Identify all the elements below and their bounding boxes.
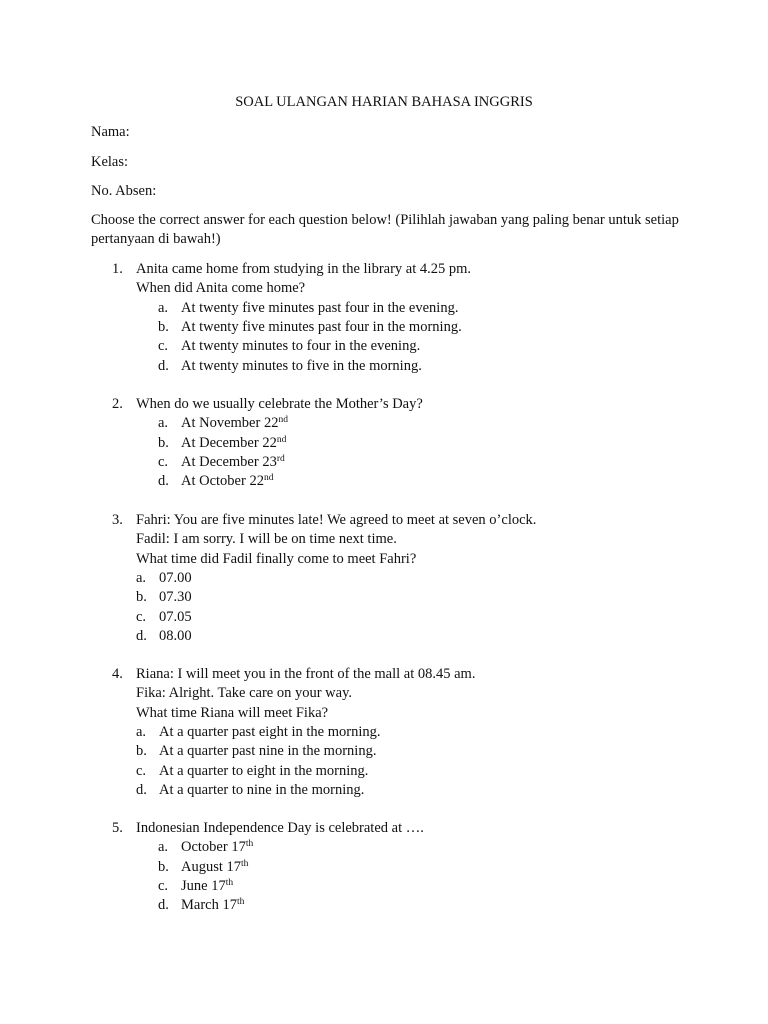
option-text: At a quarter to eight in the morning. [159, 762, 369, 779]
ordinal-suffix: th [241, 858, 249, 869]
option-letter: b. [158, 434, 169, 451]
question-number: 5. [112, 820, 123, 836]
question-text: When did Anita come home? [136, 280, 306, 297]
option-text: At a quarter past nine in the morning. [159, 743, 377, 760]
option-letter: b. [136, 743, 147, 760]
question-number: 2. [112, 396, 123, 412]
option-text: 07.30 [159, 589, 192, 606]
question-text: What time Riana will meet Fika? [136, 704, 329, 721]
option-text: At twenty minutes to four in the evening. [181, 338, 421, 355]
field-kelas: Kelas: [91, 154, 129, 170]
ordinal-suffix: th [236, 897, 245, 908]
question-number: 1. [112, 261, 123, 277]
option-letter: d. [136, 627, 147, 644]
option-text: At October 22nd [181, 473, 274, 490]
option-text: October 17th [181, 839, 254, 856]
option-letter: d. [158, 357, 169, 374]
question-text: Indonesian Independence Day is celebrated at …. [136, 820, 424, 836]
instructions: Choose the correct answer for each question below! (Pilihlah jawaban yang paling benar untuk setiap pertanyaan di bawah!) [91, 212, 679, 248]
question-text: When do we usually celebrate the Mother’s Day? [136, 396, 423, 412]
option-letter: c. [136, 762, 147, 779]
field-nama: Nama: [91, 124, 130, 140]
ordinal-suffix: nd [276, 434, 287, 445]
option-text: August 17th [181, 858, 249, 875]
option-text: 08.00 [159, 627, 192, 644]
question-text: Fadil: I am sorry. I will be on time next time. [136, 531, 397, 548]
ordinal-suffix: th [245, 839, 254, 850]
option-letter: d. [158, 897, 169, 914]
question-number: 3. [112, 512, 123, 528]
option-letter: c. [158, 877, 169, 894]
option-text: At November 22nd [181, 415, 288, 432]
question-text: Fahri: You are five minutes late! We agreed to meet at seven o’clock. [136, 512, 537, 528]
option-letter: d. [136, 781, 147, 798]
option-text: March 17th [181, 897, 245, 914]
option-letter: a. [136, 723, 147, 740]
field-no-absen: No. Absen: [91, 183, 157, 199]
question-number: 4. [112, 666, 123, 682]
option-text: At December 23rd [181, 453, 285, 470]
option-letter: b. [158, 858, 169, 875]
ordinal-suffix: nd [263, 473, 274, 484]
option-text: At December 22nd [181, 434, 287, 451]
option-text: 07.05 [159, 608, 192, 625]
question-text: Riana: I will meet you in the front of the mall at 08.45 am. [136, 666, 476, 682]
option-text: At twenty five minutes past four in the evening. [181, 299, 459, 316]
option-letter: a. [158, 415, 169, 432]
option-text: At twenty minutes to five in the morning. [181, 357, 422, 374]
option-letter: d. [158, 473, 169, 490]
page-title: SOAL ULANGAN HARIAN BAHASA INGGRIS [235, 94, 533, 110]
option-letter: b. [136, 589, 147, 606]
question-text: Anita came home from studying in the library at 4.25 pm. [136, 261, 472, 277]
option-letter: a. [136, 569, 147, 586]
ordinal-suffix: nd [278, 415, 288, 426]
option-text: At a quarter to nine in the morning. [159, 781, 365, 798]
option-letter: a. [158, 839, 169, 856]
option-text: At a quarter past eight in the morning. [159, 723, 381, 740]
question-text: Fika: Alright. Take care on your way. [136, 685, 353, 702]
option-letter: c. [158, 453, 169, 470]
option-letter: b. [158, 318, 169, 335]
ordinal-suffix: rd [276, 453, 285, 464]
option-letter: a. [158, 299, 169, 316]
option-letter: c. [158, 338, 169, 355]
option-letter: c. [136, 608, 147, 625]
option-text: June 17th [181, 877, 234, 894]
question-text: What time did Fadil finally come to meet Fahri? [136, 550, 417, 567]
ordinal-suffix: th [225, 877, 234, 888]
option-text: 07.00 [159, 569, 192, 586]
option-text: At twenty five minutes past four in the morning. [181, 318, 462, 335]
